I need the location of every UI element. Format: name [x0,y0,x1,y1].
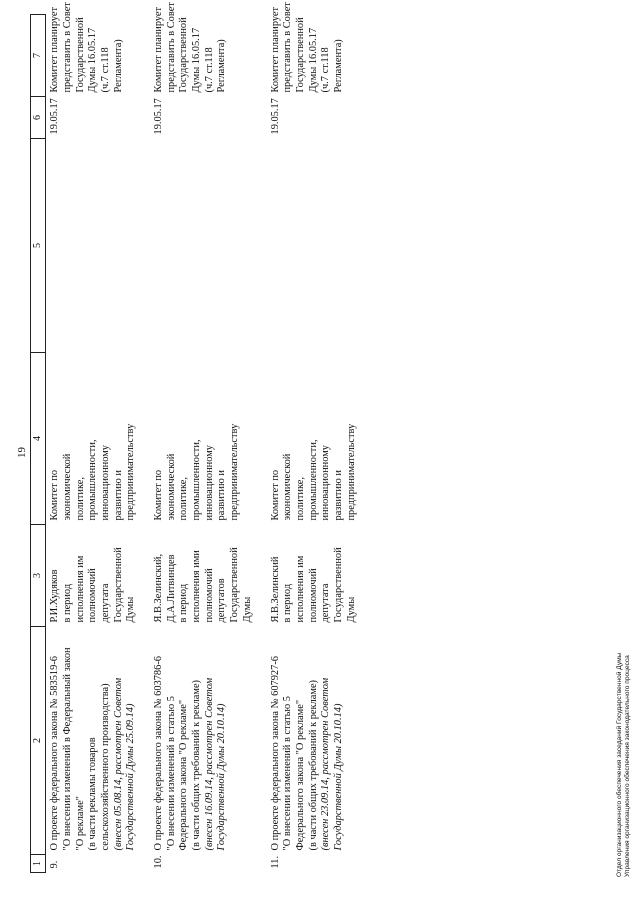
text-line: Р.И.Худяков [49,569,61,623]
text-line: Комитет по [269,469,281,521]
author-cell [267,525,361,627]
text-line: Комитет планирует [49,6,61,93]
text-line: "О внесении изменений в статью 5 [282,696,294,851]
gap-cell [257,139,267,353]
text-line: Я.В.Зелинский [269,556,281,623]
text-line: представить в Совет [282,2,294,93]
status-cell [46,2,140,97]
column-header: 2 [31,627,46,855]
text-line: Федерального закона "О рекламе" [294,699,306,851]
text-line: Думы [241,596,253,623]
column-header: 5 [31,139,46,353]
text-line: Государственной [178,17,190,93]
text-line: сельскохозяйственного производства) [99,683,111,851]
text-line: "О рекламе" [74,796,86,851]
text-line: депутата [320,583,332,623]
footer-line: Отдел организационного обеспечения заседаний Государственной Думы [616,652,623,877]
text-line: Д.А.Литвинцев [165,554,177,623]
text-line: экономической [165,453,177,521]
column-header: 3 [31,525,46,627]
text-line: в период [61,583,73,623]
text-line: предпринимательству [345,423,357,521]
gap-cell [257,525,267,627]
text-line: исполнения им [74,555,86,623]
gap-cell [257,627,267,855]
text-line: полномочий [307,568,319,623]
text-line: Государственной [294,17,306,93]
text-line: Государственной [332,547,344,623]
column-5-cell [150,139,257,353]
text-line: предпринимательству [229,423,241,521]
text-line: развитию и [216,470,228,521]
bills-table [30,2,360,873]
bill-title-cell [267,627,361,855]
column-5-cell [267,139,361,353]
text-line: инновационному [203,445,215,521]
text-line: полномочий [203,568,215,623]
text-line: О проекте федерального закона № 607927-6 [269,656,281,851]
text-line: (ч.7 ст.118 [320,47,332,93]
text-line: исполнения ими [191,550,203,623]
text-line: Федерального закона "О рекламе" [178,699,190,851]
column-header: 6 [31,97,46,139]
table-header-row [31,15,46,873]
text-line: Государственной [112,547,124,623]
text-line: (в части общих требований к рекламе) [307,679,319,851]
text-line: полномочий [87,568,99,623]
text-line: экономической [282,453,294,521]
gap-cell [140,855,150,873]
gap-cell [140,627,150,855]
row-number: 10. [153,855,164,869]
column-5-cell [46,139,140,353]
text-line: развитию и [112,470,124,521]
bill-title-cell [150,627,257,855]
text-line: политике, [178,477,190,521]
text-line: Думы [345,596,357,623]
text-line: инновационному [99,445,111,521]
author-cell [46,525,140,627]
text-line: в период [282,583,294,623]
text-line: представить в Совет [165,2,177,93]
text-line: депутата [99,583,111,623]
text-line: инновационному [320,445,332,521]
author-cell [150,525,257,627]
page-number: 19 [16,447,28,458]
text-line: Думы [125,596,137,623]
text-line: исполнения им [294,555,306,623]
gap-cell [140,139,150,353]
text-line: "О внесении изменений в Федеральный закон [61,647,73,851]
text-line: Думы 16.05.17 [191,27,203,93]
text-line: Государственной Думы 20.10.14) [332,703,344,851]
committee-cell [267,353,361,525]
text-line: Регламента) [216,39,228,93]
row-gap [140,15,150,873]
gap-cell [257,97,267,139]
text-line: депутатов [216,578,228,623]
gap-cell [140,15,150,97]
committee-cell [46,353,140,525]
text-line: Комитет по [49,469,61,521]
text-line: Государственной Думы 25.09.14) [125,703,137,851]
text-line: Государственной [229,547,241,623]
text-line: экономической [61,453,73,521]
text-line: Думы 16.05.17 [87,27,99,93]
table-row [150,15,257,873]
text-line: промышленности, [191,439,203,521]
text-line: политике, [294,477,306,521]
table-body [46,2,361,873]
status-cell [150,2,257,97]
status-cell [267,2,361,97]
date-cell: 19.05.17 [269,98,281,135]
text-line: Комитет планирует [153,6,164,93]
gap-cell [257,855,267,873]
text-line: (внесен 23.09.14, рассмотрен Советом [320,677,332,851]
text-line: Государственной [74,17,86,93]
text-line: промышленности, [87,439,99,521]
text-line: Государственной Думы 20.10.14) [216,703,228,851]
column-header: 1 [31,855,46,873]
text-line: политике, [74,477,86,521]
text-line: "О внесении изменений в статью 5 [165,696,177,851]
text-line: Я.В.Зелинский, [153,553,164,623]
text-line: развитию и [332,470,344,521]
text-line: Думы 16.05.17 [307,27,319,93]
text-line: предпринимательству [125,423,137,521]
column-header: 4 [31,353,46,525]
date-cell: 19.05.17 [49,98,61,135]
text-line: Комитет по [153,469,164,521]
date-cell: 19.05.17 [153,98,164,135]
text-line: (ч.7 ст.118 [203,47,215,93]
row-gap [257,15,267,873]
committee-cell [150,353,257,525]
text-line: (в части рекламы товаров [87,737,99,851]
row-number: 11. [269,855,281,869]
text-line: Регламента) [112,39,124,93]
text-line: в период [178,583,190,623]
gap-cell [257,15,267,97]
gap-cell [140,353,150,525]
text-line: (внесен 16.09.14, рассмотрен Советом [203,677,215,851]
table-row [46,15,140,873]
text-line: Регламента) [332,39,344,93]
gap-cell [257,353,267,525]
text-line: (в части общих требований к рекламе) [191,679,203,851]
table-row [267,15,361,873]
text-line: О проекте федерального закона № 583519-6 [49,656,61,851]
text-line: О проекте федерального закона № 603786-6 [153,656,164,851]
bill-title-cell [46,627,140,855]
text-line: промышленности, [307,439,319,521]
text-line: представить в Совет [61,2,73,93]
text-line: Комитет планирует [269,6,281,93]
row-number: 9. [49,860,61,869]
gap-cell [140,525,150,627]
gap-cell [140,97,150,139]
footer-line: Управления организационного обеспечения законодательного процесса [623,655,631,877]
text-line: (ч.7 ст.118 [99,47,111,93]
footer [616,653,632,877]
column-header: 7 [31,15,46,97]
text-line: (внесен 05.08.14, рассмотрен Советом [112,677,124,851]
